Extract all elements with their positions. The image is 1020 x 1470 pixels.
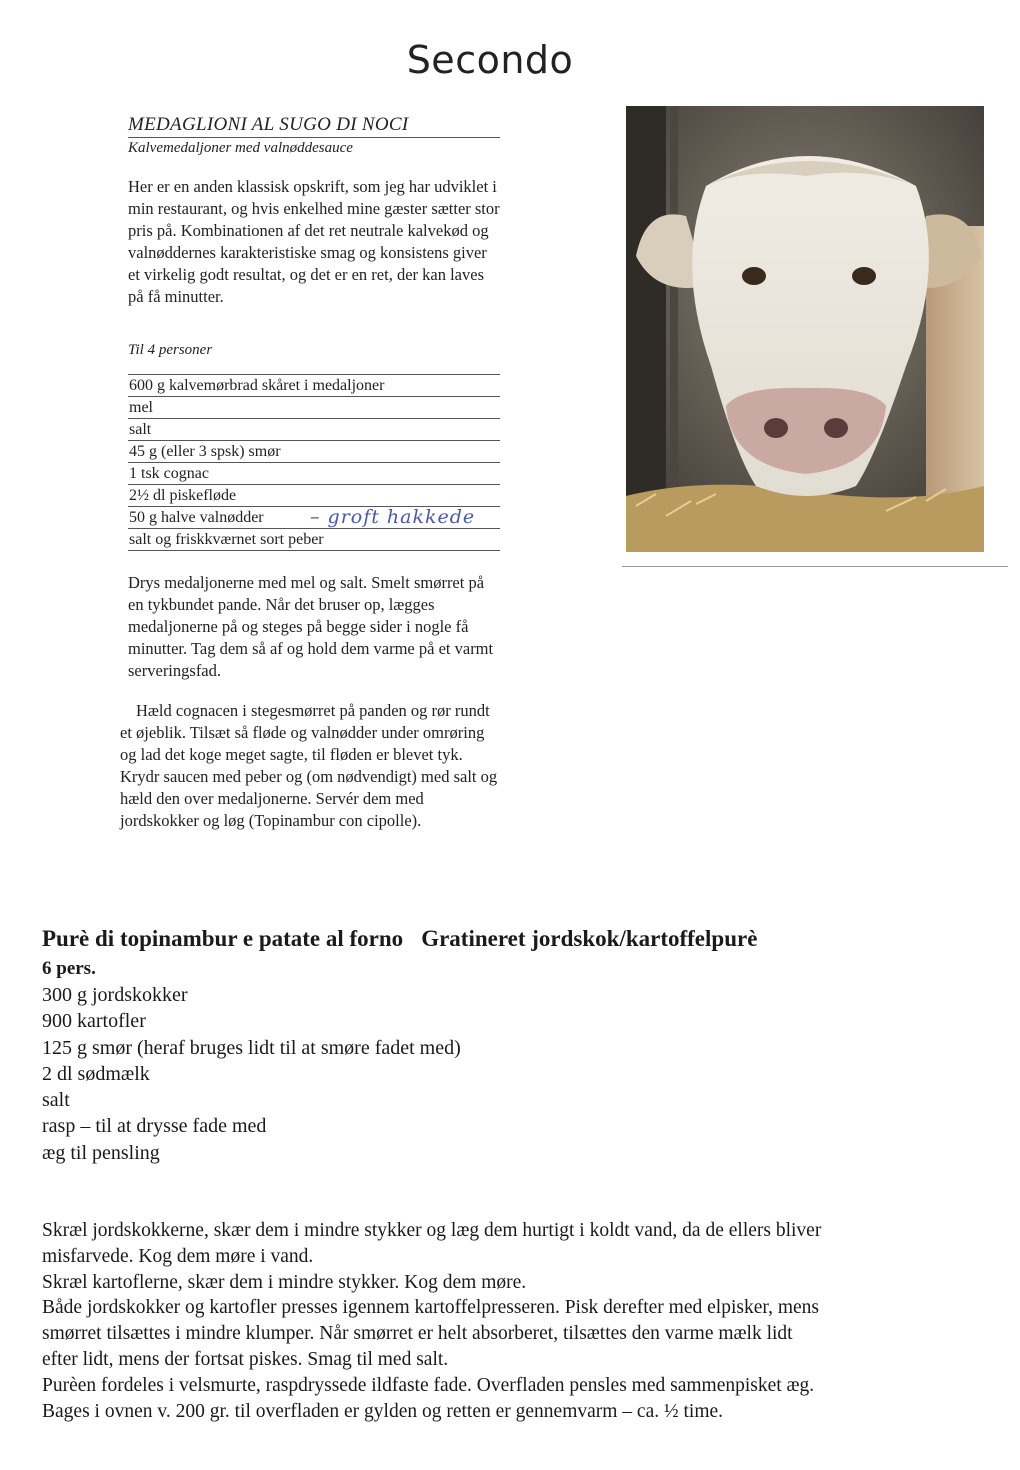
ingredient-item: 2 dl sødmælk: [42, 1062, 150, 1085]
recipe-title: MEDAGLIONI AL SUGO DI NOCI: [128, 114, 500, 138]
method-line: misfarvede. Kog dem møre i vand.: [42, 1245, 314, 1267]
method-line: smørret tilsættes i mindre klumper. Når smørret er helt absorberet, tilsættes den varme mælk lidt: [42, 1323, 793, 1345]
ingredient-item: salt og friskkværnet sort peber: [128, 529, 500, 551]
recipe2-title-italian: Purè di topinambur e patate al forno: [42, 926, 404, 951]
method-line: Både jordskokker og kartofler presses igennem kartoffelpresseren. Pisk derefter med elpisker, mens: [42, 1297, 819, 1319]
recipe2-servings: 6 pers.: [42, 958, 96, 979]
method-line: Skræl jordskokkerne, skær dem i mindre stykker og læg dem hurtigt i koldt vand, da de ellers bliver: [42, 1220, 822, 1241]
page-title: Secondo: [406, 38, 574, 82]
calf-photo: [626, 106, 984, 552]
ingredient-item: 1 tsk cognac: [128, 463, 500, 485]
calf-illustration: [626, 106, 984, 552]
ingredient-item: 125 g smør (heraf bruges lidt til at smøre fadet med): [42, 1036, 461, 1059]
recipe-servings: Til 4 personer: [128, 342, 213, 358]
ingredient-item: 600 g kalvemørbrad skåret i medaljoner: [128, 375, 500, 397]
ingredient-item: 900 kartofler: [42, 1010, 146, 1033]
recipe2-heading: [42, 926, 1002, 952]
recipe-subtitle: Kalvemedaljoner med valnøddesauce: [128, 140, 353, 156]
recipe2-method: [42, 1218, 982, 1424]
ingredient-item: salt: [128, 419, 500, 441]
ingredient-item: rasp – til at drysse fade med: [42, 1115, 267, 1138]
method-line: Skræl kartoflerne, skær dem i mindre stykker. Kog dem møre.: [42, 1271, 527, 1293]
method-line: efter lidt, mens der fortsat piskes. Smag til med salt.: [42, 1348, 449, 1370]
ingredient-item: 2½ dl piskefløde: [128, 485, 500, 507]
photo-rule: [622, 566, 1008, 567]
recipe2-ingredient-list: [42, 982, 461, 1166]
ingredient-item: 50 g halve valnødder: [128, 507, 500, 529]
ingredient-item: æg til pensling: [42, 1141, 160, 1164]
method-line: Purèen fordeles i velsmurte, raspdryssede ildfaste fade. Overfladen pensles med sammenpisket æg.: [42, 1374, 815, 1396]
ingredient-item: mel: [128, 397, 500, 419]
method-paragraph-2: Hæld cognacen i stegesmørret på panden og rør rundt et øjeblik. Tilsæt så fløde og valnødder under omrøring og lad det koge meget sagte, til fløden er blevet tyk. Krydr saucen med peber og (om nødvendigt) med salt og hæld den over medaljonerne. Servér dem med jordskokker og løg (Topinambur con cipolle).: [120, 701, 498, 830]
method-line: Bages i ovnen v. 200 gr. til overfladen er gylden og retten er gennemvarm – ca. ½ time.: [42, 1400, 724, 1422]
method-paragraph-1: Drys medaljonerne med mel og salt. Smelt smørret på en tykbundet pande. Når det bruser op, lægges medaljonerne på og steges på begge sider i nogle få minutter. Tag dem så af og hold dem varme på et varmt serveringsfad.: [128, 573, 494, 680]
recipe2-title-danish: Gratineret jordskok/kartoffelpurè: [421, 926, 758, 951]
ingredient-item: 300 g jordskokker: [42, 984, 188, 1006]
ingredient-item: 45 g (eller 3 spsk) smør: [128, 441, 500, 463]
handwritten-note: – groft hakkede: [310, 506, 476, 528]
recipe-intro: Her er en anden klassisk opskrift, som jeg har udviklet i min restaurant, og hvis enkelhed mine gæster sætter stor pris på. Kombinationen af det ret neutrale kalvekød og valnøddernes karakteristiske smag og konsistens giver et virkelig godt resultat, og det er en ret, der kan laves på få minutter.: [128, 177, 500, 306]
ingredient-item: salt: [42, 1089, 70, 1112]
